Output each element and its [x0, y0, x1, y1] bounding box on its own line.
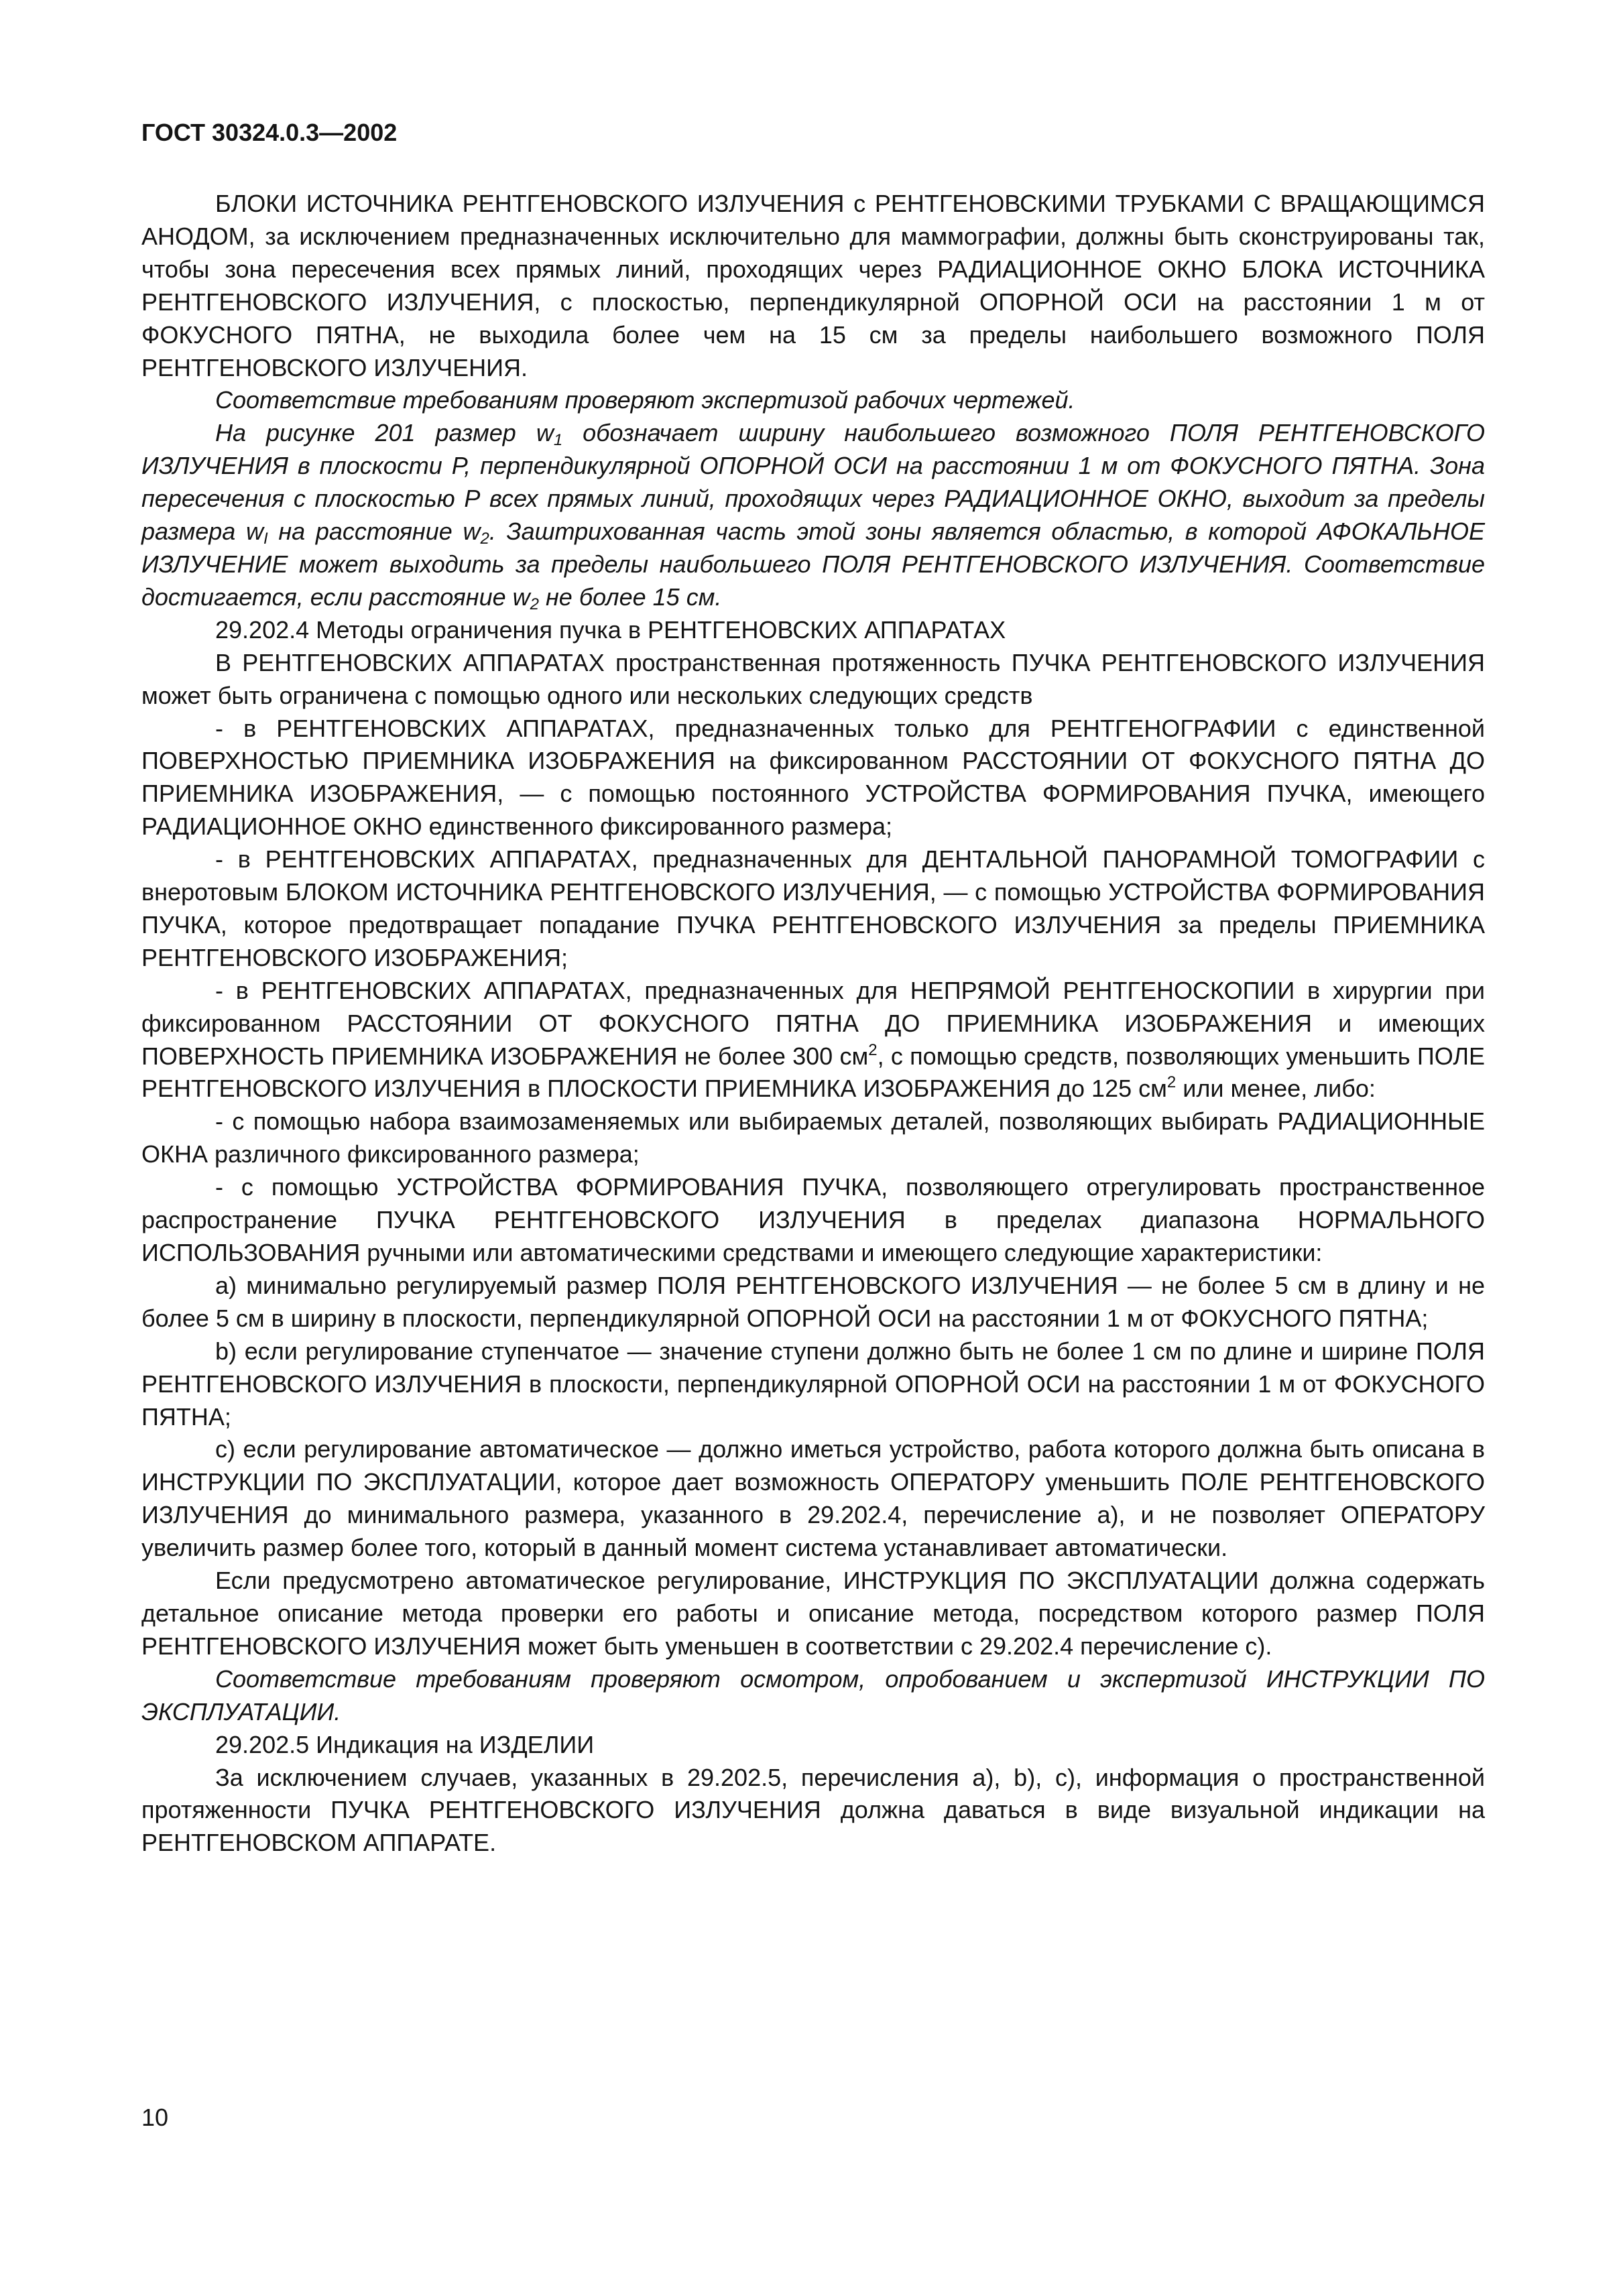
paragraph [141, 1171, 1485, 1270]
text-run: Если предусмотрено автоматическое регулирование, ИНСТРУКЦИЯ ПО ЭКСПЛУАТАЦИИ должна содержать детальное описание метода проверки его работы и описание метода, посредством которого размер ПОЛЯ РЕНТГЕНОВСКОГО ИЗЛУЧЕНИЯ может быть уменьшен в соответствии с 29.202.4 перечисление с). [141, 1567, 1485, 1660]
text-run: Соответствие требованиям проверяют осмотром, опробованием и экспертизой ИНСТРУКЦИИ ПО ЭКСПЛУАТАЦИИ. [141, 1665, 1485, 1726]
page-number: 10 [141, 2104, 169, 2131]
text-run: на расстояние w [267, 518, 481, 546]
paragraph [141, 1433, 1485, 1565]
text-run: - в РЕНТГЕНОВСКИХ АППАРАТАХ, предназначенных только для РЕНТГЕНОГРАФИИ с единственной ПОВЕРХНОСТЬЮ ПРИЕМНИКА ИЗОБРАЖЕНИЯ на фиксированном РАССТОЯНИИ ОТ ФОКУСНОГО ПЯТНА ДО ПРИЕМНИКА ИЗОБРАЖЕНИЯ, — с помощью постоянного УСТРОЙСТВА ФОРМИРОВАНИЯ ПУЧКА, имеющего РАДИАЦИОННОЕ ОКНО единственного фиксированного размера; [141, 714, 1485, 841]
text-run: На рисунке 201 размер w [215, 419, 554, 447]
text-run: не более 15 см. [538, 583, 722, 611]
text-run: - с помощью УСТРОЙСТВА ФОРМИРОВАНИЯ ПУЧКА, позволяющего отрегулировать пространственное распространение ПУЧКА РЕНТГЕНОВСКОГО ИЗЛУЧЕНИЯ в пределах диапазона НОРМАЛЬНОГО ИСПОЛЬЗОВАНИЯ ручными или автоматическими средствами и имеющего следующие характеристики: [141, 1173, 1485, 1266]
text-run: В РЕНТГЕНОВСКИХ АППАРАТАХ пространственная протяженность ПУЧКА РЕНТГЕНОВСКОГО ИЗЛУЧЕНИЯ может быть ограничена с помощью одного или нескольких следующих средств [141, 648, 1485, 709]
paragraph [141, 1335, 1485, 1434]
text-run: . Заштрихованная часть этой зоны является областью, в которой АФОКАЛЬНОЕ ИЗЛУЧЕНИЕ может выходить за пределы наибольшего ПОЛЯ РЕНТГЕНОВСКОГО ИЗЛУЧЕНИЯ. Соответствие достигается, если расстояние w [141, 518, 1485, 611]
paragraph [141, 713, 1485, 844]
paragraph [141, 843, 1485, 975]
text-run: a) минимально регулируемый размер ПОЛЯ РЕНТГЕНОВСКОГО ИЗЛУЧЕНИЯ — не более 5 см в длину и не более 5 см в ширину в плоскости, перпендикулярной ОПОРНОЙ ОСИ на расстоянии 1 м от ФОКУСНОГО ПЯТНА; [141, 1271, 1485, 1332]
italic-paragraph [141, 417, 1485, 613]
body-text [141, 188, 1485, 1860]
text-run: За исключением случаев, указанных в 29.202.5, перечисления а), b), с), информация о пространственной протяженности ПУЧКА РЕНТГЕНОВСКОГО ИЗЛУЧЕНИЯ должна даваться в виде визуальной индикации на РЕНТГЕНОВСКОМ АППАРАТЕ. [141, 1763, 1485, 1857]
paragraph [141, 1105, 1485, 1171]
text-run: c) если регулирование автоматическое — должно иметься устройство, работа которого должна быть описана в ИНСТРУКЦИИ ПО ЭКСПЛУАТАЦИИ, которое дает возможность ОПЕРАТОРУ уменьшить ПОЛЕ РЕНТГЕНОВСКОГО ИЗЛУЧЕНИЯ до минимального размера, указанного в 29.202.4, перечисление а), и не позволяет ОПЕРАТОРУ увеличить размер более того, который в данный момент система устанавливает автоматически. [141, 1435, 1485, 1562]
subscript: 2 [480, 530, 489, 548]
text-run: - с помощью набора взаимозаменяемых или выбираемых деталей, позволяющих выбирать РАДИАЦИОННЫЕ ОКНА различного фиксированного размера; [141, 1107, 1485, 1168]
text-run: b) если регулирование ступенчатое — значение ступени должно быть не более 1 см по длине и ширине ПОЛЯ РЕНТГЕНОВСКОГО ИЗЛУЧЕНИЯ в плоскости, перпендикулярной ОПОРНОЙ ОСИ на расстоянии 1 м от ФОКУСНОГО ПЯТНА; [141, 1337, 1485, 1431]
text-run: БЛОКИ ИСТОЧНИКА РЕНТГЕНОВСКОГО ИЗЛУЧЕНИЯ с РЕНТГЕНОВСКИМИ ТРУБКАМИ С ВРАЩАЮЩИМСЯ АНОДОМ, за исключением предназначенных исключительно для маммографии, должны быть сконструированы так, чтобы зона пересечения всех прямых линий, проходящих через РАДИАЦИОННОЕ ОКНО БЛОКА ИСТОЧНИКА РЕНТГЕНОВСКОГО ИЗЛУЧЕНИЯ, с плоскостью, перпендикулярной ОПОРНОЙ ОСИ на расстоянии 1 м от ФОКУСНОГО ПЯТНА, не выходила более чем на 15 см за пределы наибольшего возможного ПОЛЯ РЕНТГЕНОВСКОГО ИЗЛУЧЕНИЯ. [141, 190, 1485, 381]
superscript: 2 [868, 1040, 878, 1059]
superscript: 2 [1166, 1073, 1177, 1092]
text-run: обозначает ширину наибольшего возможного ПОЛЯ РЕНТГЕНОВСКОГО ИЗЛУЧЕНИЯ в плоскости Р, перпендикулярной ОПОРНОЙ ОСИ на расстоянии 1 м от ФОКУСНОГО ПЯТНА. Зона пересечения с плоскостью Р всех прямых линий, проходящих через РАДИАЦИОННОЕ ОКНО, выходит за пределы размера w [141, 419, 1485, 546]
text-run: , с помощью средств, позволяющих уменьшить ПОЛЕ РЕНТГЕНОВСКОГО ИЗЛУЧЕНИЯ в ПЛОСКОСТИ ПРИЕМНИКА ИЗОБРАЖЕНИЯ до 125 см [141, 1042, 1485, 1103]
italic-paragraph [141, 1663, 1485, 1729]
text-run: - в РЕНТГЕНОВСКИХ АППАРАТАХ, предназначенных для ДЕНТАЛЬНОЙ ПАНОРАМНОЙ ТОМОГРАФИИ с внеротовым БЛОКОМ ИСТОЧНИКА РЕНТГЕНОВСКОГО ИЗЛУЧЕНИЯ, — с помощью УСТРОЙСТВА ФОРМИРОВАНИЯ ПУЧКА, которое предотвращает попадание ПУЧКА РЕНТГЕНОВСКОГО ИЗЛУЧЕНИЯ за пределы ПРИЕМНИКА РЕНТГЕНОВСКОГО ИЗОБРАЖЕНИЯ; [141, 845, 1485, 971]
standard-header: ГОСТ 30324.0.3—2002 [141, 119, 398, 146]
paragraph [141, 1729, 1485, 1762]
paragraph [141, 188, 1485, 384]
text-run: - в РЕНТГЕНОВСКИХ АППАРАТАХ, предназначенных для НЕПРЯМОЙ РЕНТГЕНОСКОПИИ в хирургии при фиксированном РАССТОЯНИИ ОТ ФОКУСНОГО ПЯТНА ДО ПРИЕМНИКА ИЗОБРАЖЕНИЯ и имеющих ПОВЕРХНОСТЬ ПРИЕМНИКА ИЗОБРАЖЕНИЯ не более 300 см [141, 976, 1485, 1070]
subscript: 2 [530, 595, 539, 613]
paragraph [141, 647, 1485, 713]
subscript: 1 [553, 431, 563, 450]
paragraph [141, 1762, 1485, 1860]
paragraph [141, 1565, 1485, 1663]
paragraph [141, 975, 1485, 1106]
text-run: 29.202.5 Индикация на ИЗДЕЛИИ [215, 1730, 595, 1758]
paragraph [141, 614, 1485, 647]
text-run: Соответствие требованиям проверяют экспертизой рабочих чертежей. [215, 386, 1075, 414]
subscript: I [263, 530, 268, 548]
paragraph [141, 1270, 1485, 1335]
italic-paragraph [141, 384, 1485, 417]
text-run: или менее, либо: [1176, 1075, 1376, 1103]
text-run: 29.202.4 Методы ограничения пучка в РЕНТГЕНОВСКИХ АППАРАТАХ [215, 615, 1006, 644]
